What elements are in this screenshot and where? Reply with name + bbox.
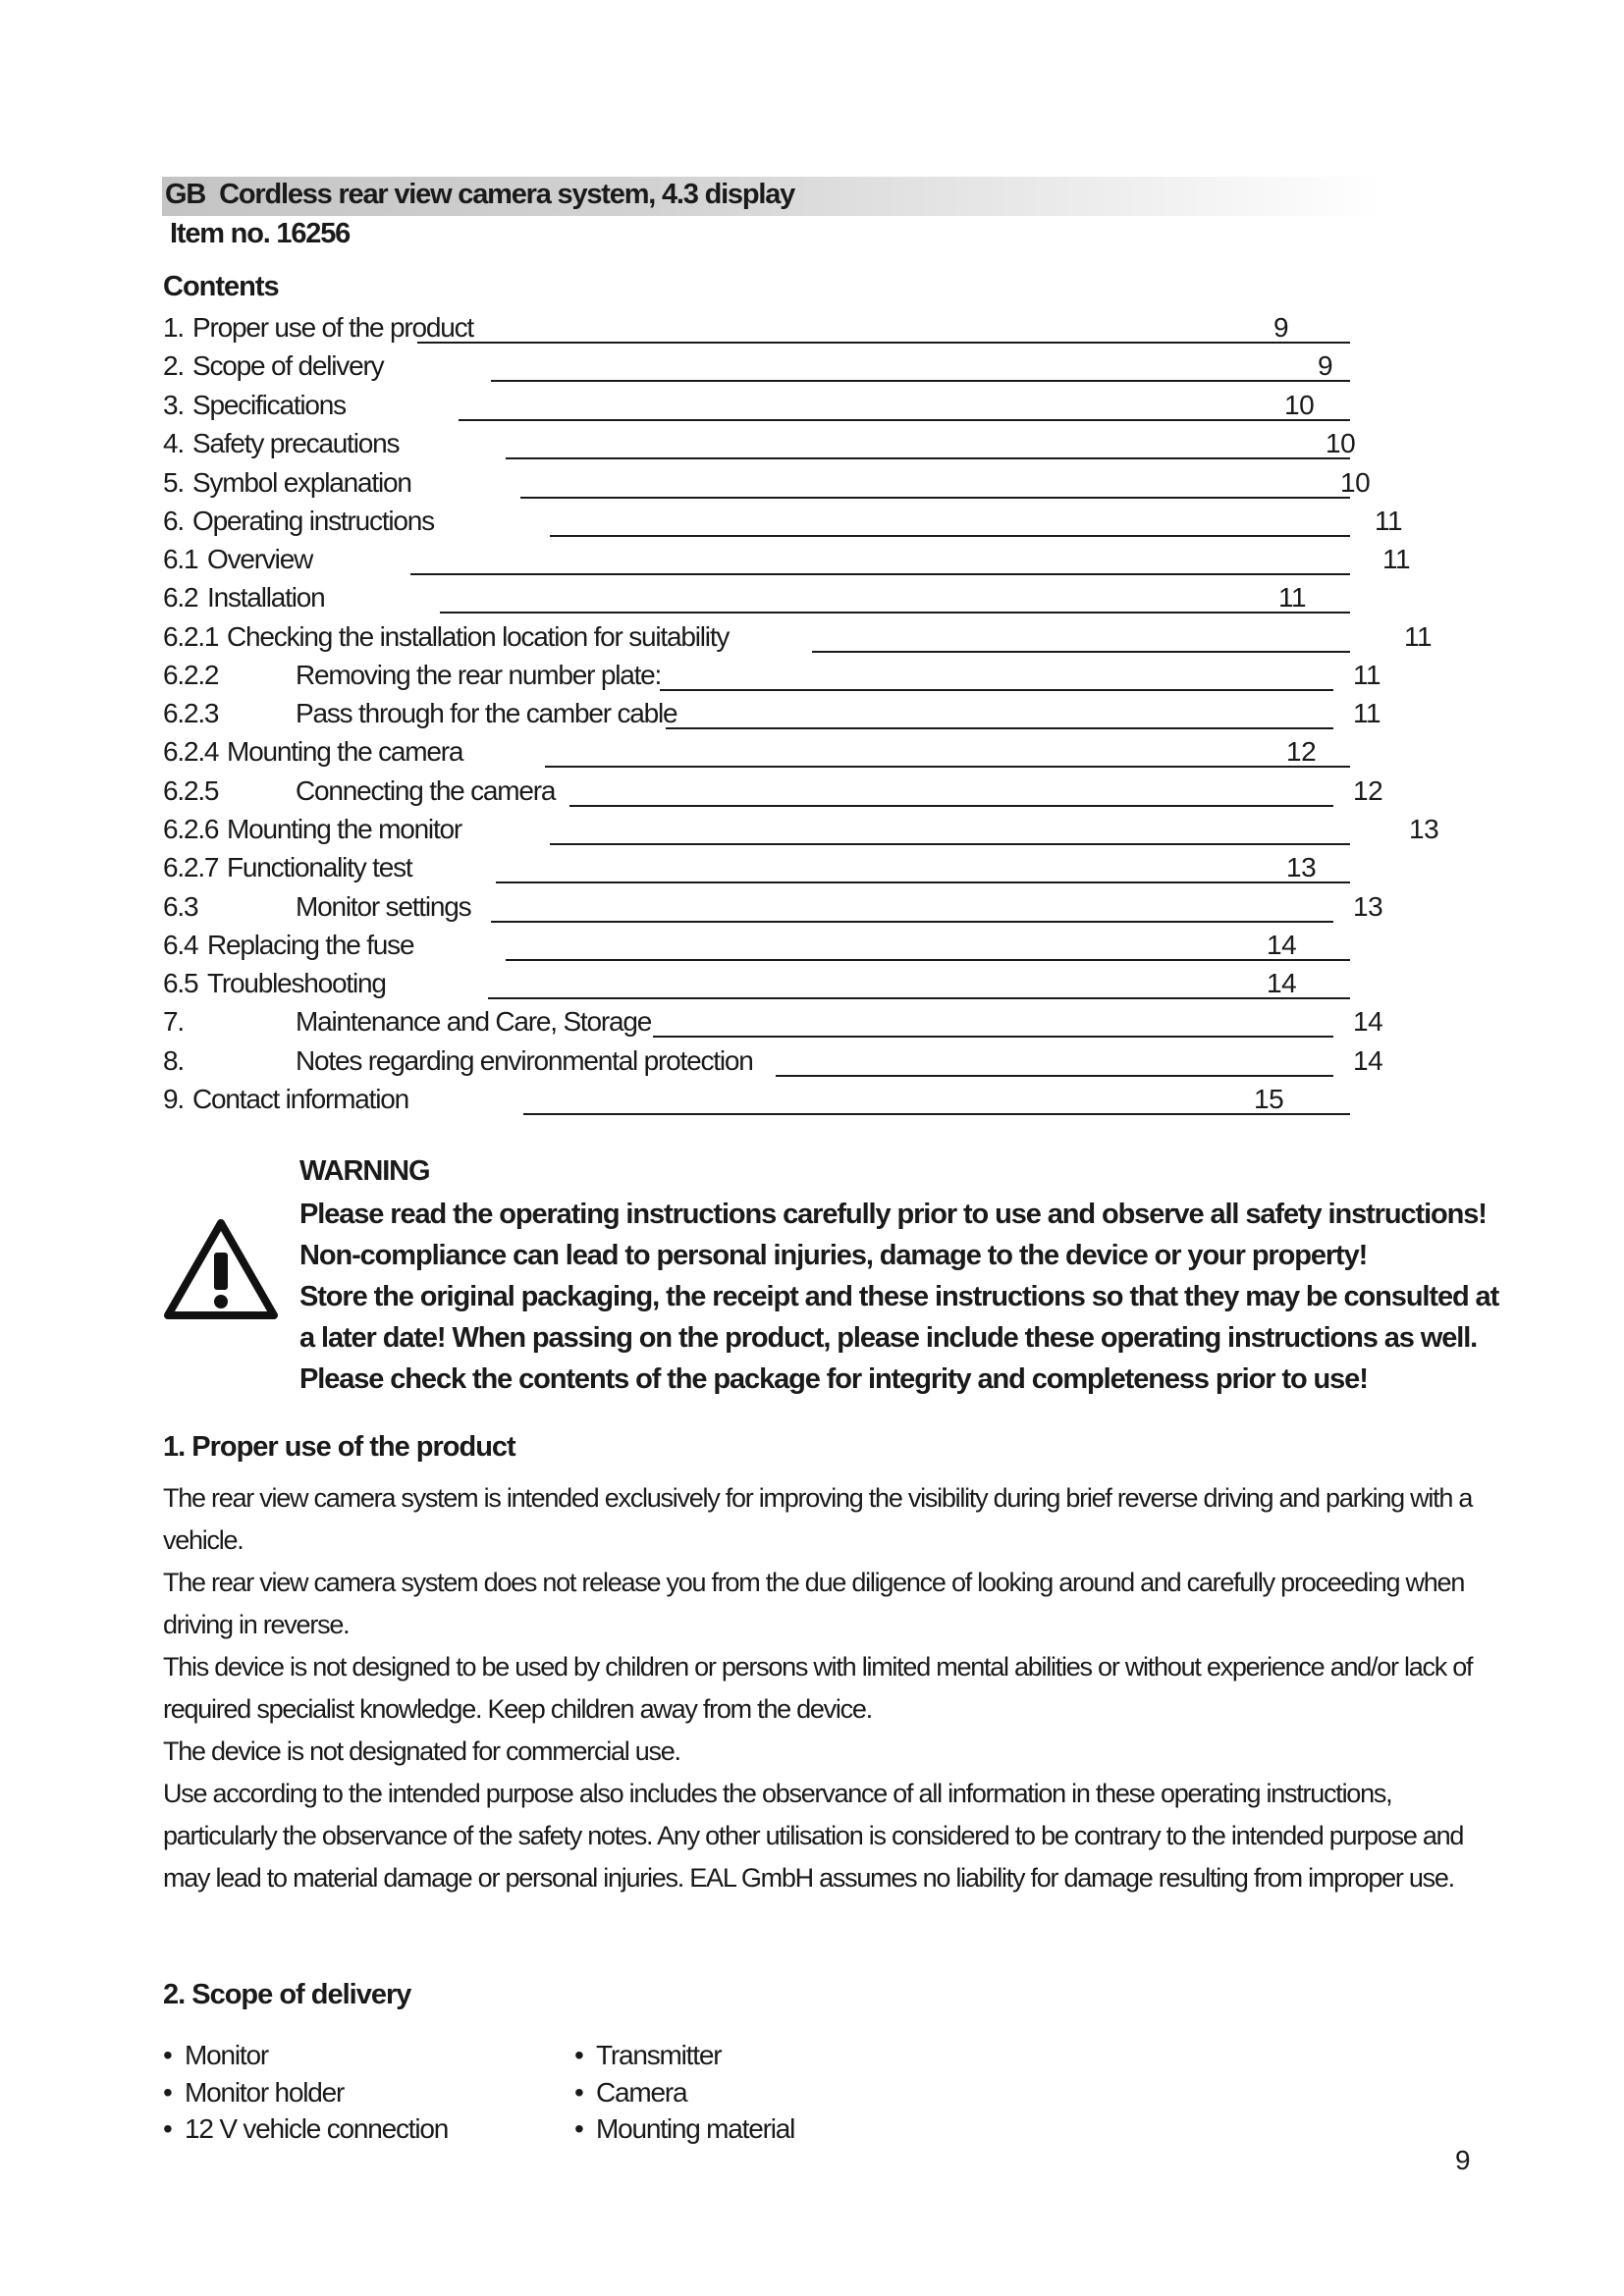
toc-entry-number: 5. <box>163 467 184 498</box>
warning-line: Please read the operating instructions carefully prior to use and observe all safety instructions! <box>299 1199 1487 1230</box>
toc-leader-line <box>776 1075 1333 1077</box>
toc-entry-page: 11 <box>1375 506 1403 536</box>
toc-entry <box>163 814 1439 847</box>
warning-block <box>299 1150 1499 1400</box>
bullet-icon: • <box>574 2076 583 2108</box>
paragraph: The device is not designated for commercial use. <box>163 1736 680 1766</box>
toc-entry <box>163 930 1439 963</box>
bullet-icon: • <box>163 2076 172 2108</box>
toc-entry <box>163 736 1439 770</box>
toc-entry-number: 1. <box>163 312 184 343</box>
toc-entry-number: 2. <box>163 350 184 381</box>
language-code: GB <box>165 179 206 210</box>
warning-line: a later date! When passing on the product, please include these operating instructions as well. <box>299 1322 1478 1354</box>
section-heading-scope-of-delivery: 2. Scope of delivery <box>163 1979 411 2010</box>
toc-entry <box>163 350 1439 384</box>
toc-entry-label: Maintenance and Care, Storage <box>296 1006 652 1037</box>
toc-entry-page: 13 <box>1409 814 1439 844</box>
paragraph: Use according to the intended purpose also includes the observance of all information in these operating instructions, particularly the observance of the safety notes. Any other utilisation is considered to be contrary to the intended purpose and may lead to material damage or personal injuries. EAL GmbH assumes no liability for damage resulting from improper use. <box>163 1779 1464 1893</box>
document-title <box>165 179 794 211</box>
toc-entry-label: Troubleshooting <box>207 968 386 998</box>
toc-leader-line <box>653 1036 1333 1038</box>
toc-entry-label: Mounting the camera <box>227 736 463 767</box>
toc-leader-line <box>520 497 1350 499</box>
list-item: • Monitor <box>163 2037 448 2074</box>
toc-entry <box>163 698 1439 731</box>
list-item: • Mounting material <box>574 2110 794 2148</box>
toc-entry-number: 6.2 <box>163 582 198 613</box>
warning-line: Non-compliance can lead to personal injuries, damage to the device or your property! <box>299 1240 1368 1271</box>
contents-heading: Contents <box>163 271 279 302</box>
toc-entry-label: Proper use of the product <box>192 312 473 343</box>
title-text: Cordless rear view camera system, 4.3 display <box>219 179 795 210</box>
toc-entry <box>163 1045 1439 1079</box>
toc-entry-label: Scope of delivery <box>192 350 384 381</box>
toc-entry-number: 7. <box>163 1006 184 1037</box>
toc-entry-page: 11 <box>1353 660 1381 690</box>
toc-leader-line <box>459 419 1350 421</box>
toc-entry-number: 8. <box>163 1045 184 1076</box>
toc-entry-number: 6.2.4 <box>163 736 219 767</box>
toc-entry-number: 6.3 <box>163 891 198 922</box>
toc-entry-page: 11 <box>1278 582 1307 613</box>
toc-entry-label: Functionality test <box>227 852 412 882</box>
item-number: Item no. 16256 <box>170 218 351 249</box>
toc-entry-number: 6.2.2 <box>163 660 219 690</box>
toc-entry <box>163 891 1439 925</box>
toc-entry <box>163 660 1439 693</box>
toc-leader-line <box>812 651 1350 653</box>
toc-entry-number: 6.1 <box>163 544 198 574</box>
bullet-icon: • <box>574 2040 583 2070</box>
toc-entry-number: 6.4 <box>163 930 198 960</box>
toc-entry-page: 14 <box>1353 1006 1383 1037</box>
toc-entry-number: 3. <box>163 390 184 420</box>
toc-entry-number: 6.5 <box>163 968 198 998</box>
toc-entry-number: 6.2.7 <box>163 852 219 882</box>
toc-entry-page: 12 <box>1353 775 1383 806</box>
warning-line: Store the original packaging, the receipt and these instructions so that they may be consulted at <box>299 1281 1499 1312</box>
toc-entry-label: Symbol explanation <box>192 467 411 498</box>
toc-entry-label: Replacing the fuse <box>207 930 414 960</box>
toc-entry <box>163 775 1439 809</box>
bullet-icon: • <box>574 2113 583 2144</box>
list-item: • Camera <box>574 2074 794 2111</box>
toc-leader-line <box>488 997 1350 999</box>
toc-leader-line <box>550 843 1350 845</box>
toc-leader-line <box>417 342 1350 344</box>
toc-entry-page: 9 <box>1318 350 1333 381</box>
toc-entry-number: 9. <box>163 1084 184 1114</box>
toc-entry-number: 6. <box>163 506 184 536</box>
toc-entry-label: Monitor settings <box>296 891 471 922</box>
toc-entry <box>163 1084 1439 1117</box>
toc-entry-page: 11 <box>1404 621 1433 652</box>
toc-entry-label: Removing the rear number plate: <box>296 660 662 690</box>
bullet-icon: • <box>163 2040 172 2070</box>
paragraph: The rear view camera system is intended exclusively for improving the visibility during brief reverse driving and parking with a vehicle. <box>163 1483 1473 1555</box>
toc-entry-page: 14 <box>1267 968 1297 998</box>
toc-leader-line <box>506 959 1350 961</box>
toc-entry <box>163 390 1439 423</box>
toc-leader-line <box>491 380 1350 382</box>
toc-entry-number: 6.2.1 <box>163 621 219 652</box>
toc-entry-label: Contact information <box>192 1084 408 1114</box>
warning-title: WARNING <box>299 1155 430 1187</box>
toc-leader-line <box>523 1113 1350 1115</box>
toc-entry-page: 10 <box>1340 467 1371 498</box>
toc-entry-label: Mounting the monitor <box>227 814 462 844</box>
toc-entry-label: Connecting the camera <box>296 775 556 806</box>
toc-entry <box>163 621 1439 655</box>
toc-entry <box>163 544 1439 577</box>
toc-leader-line <box>550 535 1350 537</box>
toc-entry-label: Checking the installation location for suitability <box>227 621 730 652</box>
toc-entry-page: 13 <box>1286 852 1317 882</box>
toc-leader-line <box>506 457 1350 459</box>
toc-entry <box>163 506 1439 539</box>
toc-entry-page: 14 <box>1353 1045 1383 1076</box>
toc-entry-label: Overview <box>207 544 313 574</box>
list-item: • Transmitter <box>574 2037 794 2074</box>
paragraph: The rear view camera system does not release you from the due diligence of looking around and carefully proceeding when driving in reverse. <box>163 1568 1465 1639</box>
toc-entry-page: 11 <box>1382 544 1411 574</box>
toc-entry <box>163 312 1439 346</box>
toc-entry-number: 6.2.5 <box>163 775 219 806</box>
toc-entry-page: 15 <box>1254 1084 1284 1114</box>
toc-leader-line <box>545 766 1350 768</box>
toc-entry-label: Safety precautions <box>192 428 400 458</box>
list-item: • Monitor holder <box>163 2074 448 2111</box>
page-number: 9 <box>1455 2145 1471 2175</box>
toc-entry <box>163 467 1439 501</box>
toc-leader-line <box>440 612 1350 614</box>
toc-entry <box>163 968 1439 1001</box>
delivery-list-right <box>574 2037 794 2148</box>
toc-entry-label: Installation <box>207 582 325 613</box>
toc-entry-label: Notes regarding environmental protection <box>296 1045 753 1076</box>
toc-leader-line <box>666 727 1333 729</box>
toc-entry-number: 6.2.3 <box>163 698 219 728</box>
toc-leader-line <box>491 921 1333 923</box>
toc-entry-label: Specifications <box>192 390 346 420</box>
toc-entry-page: 10 <box>1284 390 1315 420</box>
bullet-icon: • <box>163 2113 172 2144</box>
toc-entry-page: 9 <box>1273 312 1289 343</box>
toc-entry-number: 4. <box>163 428 184 458</box>
warning-line: Please check the contents of the package for integrity and completeness prior to use! <box>299 1363 1368 1395</box>
toc-entry <box>163 428 1439 461</box>
list-item: • 12 V vehicle connection <box>163 2110 448 2148</box>
toc-entry-page: 13 <box>1353 891 1383 922</box>
paragraph: This device is not designed to be used by children or persons with limited mental abilities or without experience and/or lack of required specialist knowledge. Keep children away from the device. <box>163 1652 1473 1724</box>
toc-entry-page: 10 <box>1326 428 1356 458</box>
proper-use-body <box>163 1477 1479 1899</box>
toc-leader-line <box>410 573 1350 575</box>
section-heading-proper-use: 1. Proper use of the product <box>163 1431 515 1463</box>
toc-entry-number: 6.2.6 <box>163 814 219 844</box>
toc-entry-label: Pass through for the camber cable <box>296 698 677 728</box>
toc-entry-page: 11 <box>1353 698 1381 728</box>
toc-entry-page: 12 <box>1286 736 1317 767</box>
toc-leader-line <box>569 805 1333 807</box>
toc-leader-line <box>496 881 1350 883</box>
toc-entry <box>163 1006 1439 1040</box>
toc-entry-label: Operating instructions <box>192 506 434 536</box>
toc-entry <box>163 582 1439 615</box>
toc-leader-line <box>660 689 1333 691</box>
warning-triangle-icon <box>163 1217 279 1319</box>
toc-entry-page: 14 <box>1267 930 1297 960</box>
delivery-list-left <box>163 2037 448 2148</box>
toc-entry <box>163 852 1439 885</box>
